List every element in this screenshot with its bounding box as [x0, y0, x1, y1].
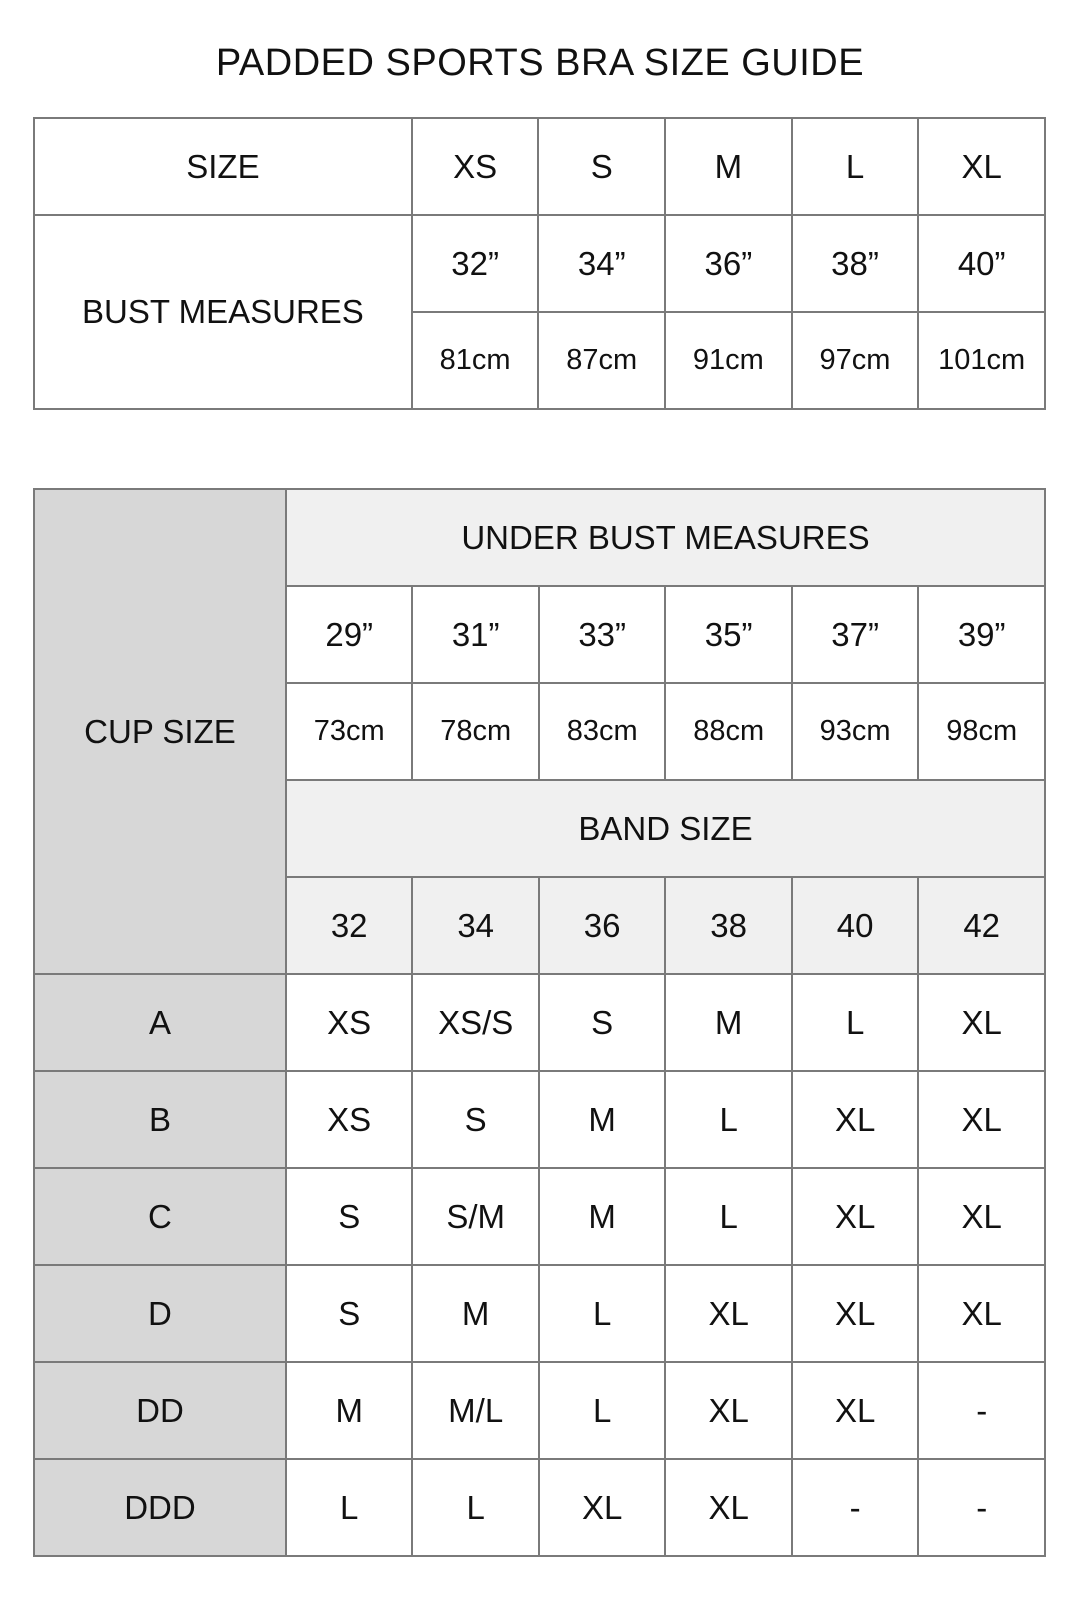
fit-size-cell: L	[665, 1168, 791, 1265]
fit-size-cell: XL	[665, 1362, 791, 1459]
cup-row-a	[34, 974, 1045, 1071]
fit-size-cell: S/M	[412, 1168, 538, 1265]
under-bust-cm-cell: 73cm	[286, 683, 412, 780]
band-size-label: BAND SIZE	[286, 780, 1045, 877]
fit-size-cell: XS	[286, 1071, 412, 1168]
fit-size-cell: M	[412, 1265, 538, 1362]
band-size-cell: 32	[286, 877, 412, 974]
size-cell: XS	[412, 118, 539, 215]
under-bust-header-row	[34, 489, 1045, 586]
size-table	[33, 117, 1046, 410]
bust-measures-label: BUST MEASURES	[34, 215, 412, 409]
fit-size-cell: XL	[665, 1265, 791, 1362]
size-cell: S	[538, 118, 665, 215]
fit-size-cell: -	[918, 1459, 1045, 1556]
fit-size-cell: L	[665, 1071, 791, 1168]
bust-cm-cell: 81cm	[412, 312, 539, 409]
fit-size-cell: XL	[792, 1265, 918, 1362]
band-size-cell: 42	[918, 877, 1045, 974]
fit-size-cell: XS	[286, 974, 412, 1071]
size-cell: XL	[918, 118, 1045, 215]
cup-label-cell: DD	[34, 1362, 286, 1459]
cup-label-cell: B	[34, 1071, 286, 1168]
bust-inch-cell: 32”	[412, 215, 539, 312]
fit-size-cell: XL	[792, 1071, 918, 1168]
bust-cm-cell: 97cm	[792, 312, 919, 409]
fit-size-cell: M	[539, 1071, 665, 1168]
fit-size-cell: M	[286, 1362, 412, 1459]
bust-inch-cell: 38”	[792, 215, 919, 312]
size-cell: L	[792, 118, 919, 215]
fit-size-cell: S	[286, 1168, 412, 1265]
band-size-cell: 34	[412, 877, 538, 974]
cup-size-table	[33, 488, 1046, 1557]
cup-row-d	[34, 1265, 1045, 1362]
fit-size-cell: XL	[918, 1168, 1045, 1265]
cup-label-cell: C	[34, 1168, 286, 1265]
size-cell: M	[665, 118, 792, 215]
page-title: PADDED SPORTS BRA SIZE GUIDE	[215, 42, 865, 84]
under-bust-inch-cell: 35”	[665, 586, 791, 683]
cup-row-dd	[34, 1362, 1045, 1459]
fit-size-cell: XL	[918, 1265, 1045, 1362]
under-bust-inch-cell: 29”	[286, 586, 412, 683]
bust-inches-row	[34, 215, 1045, 312]
fit-size-cell: M/L	[412, 1362, 538, 1459]
under-bust-cm-cell: 88cm	[665, 683, 791, 780]
bust-cm-cell: 87cm	[538, 312, 665, 409]
under-bust-inch-cell: 39”	[918, 586, 1045, 683]
fit-size-cell: XL	[918, 1071, 1045, 1168]
band-size-cell: 36	[539, 877, 665, 974]
under-bust-label: UNDER BUST MEASURES	[286, 489, 1045, 586]
fit-size-cell: XL	[792, 1168, 918, 1265]
fit-size-cell: -	[918, 1362, 1045, 1459]
under-bust-cm-cell: 93cm	[792, 683, 918, 780]
fit-size-cell: XL	[665, 1459, 791, 1556]
fit-size-cell: XS/S	[412, 974, 538, 1071]
cup-label-cell: DDD	[34, 1459, 286, 1556]
under-bust-cm-cell: 83cm	[539, 683, 665, 780]
under-bust-inch-cell: 33”	[539, 586, 665, 683]
cup-row-c	[34, 1168, 1045, 1265]
bust-inch-cell: 34”	[538, 215, 665, 312]
under-bust-cm-cell: 78cm	[412, 683, 538, 780]
under-bust-cm-cell: 98cm	[918, 683, 1045, 780]
size-label: SIZE	[34, 118, 412, 215]
under-bust-inch-cell: 31”	[412, 586, 538, 683]
fit-size-cell: -	[792, 1459, 918, 1556]
band-size-cell: 40	[792, 877, 918, 974]
under-bust-inch-cell: 37”	[792, 586, 918, 683]
cup-label-cell: D	[34, 1265, 286, 1362]
size-row	[34, 118, 1045, 215]
cup-label-cell: A	[34, 974, 286, 1071]
fit-size-cell: M	[539, 1168, 665, 1265]
fit-size-cell: S	[539, 974, 665, 1071]
bust-inch-cell: 40”	[918, 215, 1045, 312]
fit-size-cell: S	[286, 1265, 412, 1362]
fit-size-cell: XL	[792, 1362, 918, 1459]
fit-size-cell: L	[286, 1459, 412, 1556]
fit-size-cell: XL	[539, 1459, 665, 1556]
cup-row-ddd	[34, 1459, 1045, 1556]
bust-cm-cell: 101cm	[918, 312, 1045, 409]
bust-cm-cell: 91cm	[665, 312, 792, 409]
cup-row-b	[34, 1071, 1045, 1168]
fit-size-cell: L	[412, 1459, 538, 1556]
cup-size-label: CUP SIZE	[34, 489, 286, 974]
band-size-cell: 38	[665, 877, 791, 974]
fit-size-cell: S	[412, 1071, 538, 1168]
fit-size-cell: L	[539, 1265, 665, 1362]
bust-inch-cell: 36”	[665, 215, 792, 312]
fit-size-cell: M	[665, 974, 791, 1071]
fit-size-cell: XL	[918, 974, 1045, 1071]
fit-size-cell: L	[792, 974, 918, 1071]
fit-size-cell: L	[539, 1362, 665, 1459]
